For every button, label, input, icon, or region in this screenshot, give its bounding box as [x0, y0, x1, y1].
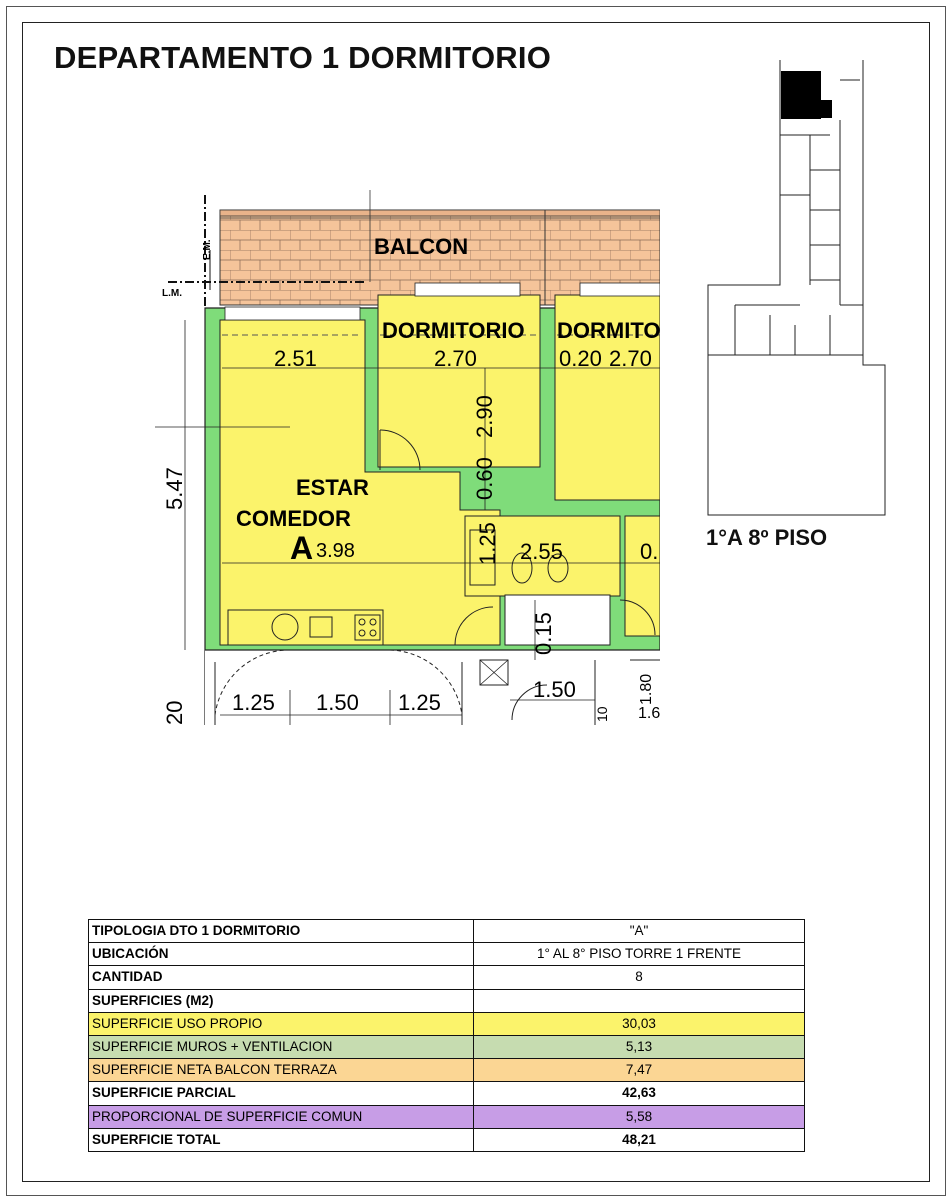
em-label: E.M. — [202, 239, 213, 260]
dim-251: 2.51 — [274, 346, 317, 371]
dim-290: 2.90 — [472, 395, 497, 438]
row-value: 1° AL 8° PISO TORRE 1 FRENTE — [474, 943, 805, 966]
dim-150a: 1.50 — [316, 690, 359, 715]
estar-label: ESTAR — [296, 475, 369, 500]
row-value: 30,03 — [474, 1012, 805, 1035]
table-row — [89, 966, 805, 989]
surface-table — [88, 919, 805, 1152]
floor-caption: 1°A 8º PISO — [706, 525, 828, 550]
bedroom-2-label: DORMITO — [557, 318, 660, 343]
key-plan — [700, 55, 895, 525]
table-row — [89, 1059, 805, 1082]
dim-16: 1.6 — [638, 705, 660, 722]
row-label: SUPERFICIES (M2) — [89, 989, 474, 1012]
dim-10: 10 — [594, 706, 610, 722]
dim-180: 1.80 — [638, 673, 655, 705]
table-row — [89, 1105, 805, 1128]
highlighted-unit — [781, 71, 821, 119]
unit-letter: A — [290, 530, 314, 566]
row-value: 8 — [474, 966, 805, 989]
dim-255: 2.55 — [520, 539, 563, 564]
table-row — [89, 1082, 805, 1105]
dim-20: 20 — [162, 700, 187, 725]
page-title: DEPARTAMENTO 1 DORMITORIO — [54, 40, 552, 75]
row-value: 7,47 — [474, 1059, 805, 1082]
row-value: 5,13 — [474, 1035, 805, 1058]
row-label: SUPERFICIE PARCIAL — [89, 1082, 474, 1105]
table-row — [89, 920, 805, 943]
dim-0: 0. — [640, 539, 659, 564]
comedor-label: COMEDOR — [236, 506, 351, 531]
table-row — [89, 1035, 805, 1058]
dim-270a: 2.70 — [434, 346, 477, 371]
row-value: 42,63 — [474, 1082, 805, 1105]
dim-270b: 2.70 — [609, 346, 652, 371]
dim-125a: 1.25 — [232, 690, 275, 715]
row-label: SUPERFICIE NETA BALCON TERRAZA — [89, 1059, 474, 1082]
floor-plan — [150, 190, 660, 725]
row-label: SUPERFICIE USO PROPIO — [89, 1012, 474, 1035]
table-row — [89, 1012, 805, 1035]
lm-label: L.M. — [162, 288, 182, 299]
row-value: 48,21 — [474, 1128, 805, 1151]
table-row — [89, 943, 805, 966]
row-label: CANTIDAD — [89, 966, 474, 989]
dim-125b: 1.25 — [398, 690, 441, 715]
row-value: "A" — [474, 920, 805, 943]
dim-125v: 1.25 — [475, 522, 500, 565]
row-label: PROPORCIONAL DE SUPERFICIE COMUN — [89, 1105, 474, 1128]
dim-020: 0.20 — [559, 346, 602, 371]
table-row — [89, 989, 805, 1012]
dim-150b: 1.50 — [533, 677, 576, 702]
dim-398: 3.98 — [316, 540, 355, 562]
row-label: UBICACIÓN — [89, 943, 474, 966]
row-label: SUPERFICIE MUROS + VENTILACION — [89, 1035, 474, 1058]
row-value: 5,58 — [474, 1105, 805, 1128]
row-value — [474, 989, 805, 1012]
row-label: TIPOLOGIA DTO 1 DORMITORIO — [89, 920, 474, 943]
row-label: SUPERFICIE TOTAL — [89, 1128, 474, 1151]
bedroom-1-label: DORMITORIO — [382, 318, 525, 343]
balcon-label: BALCON — [374, 234, 469, 259]
table-row — [89, 1128, 805, 1151]
dim-015: 0.15 — [531, 612, 556, 655]
dim-060: 0.60 — [472, 457, 497, 500]
dim-547: 5.47 — [162, 467, 187, 510]
